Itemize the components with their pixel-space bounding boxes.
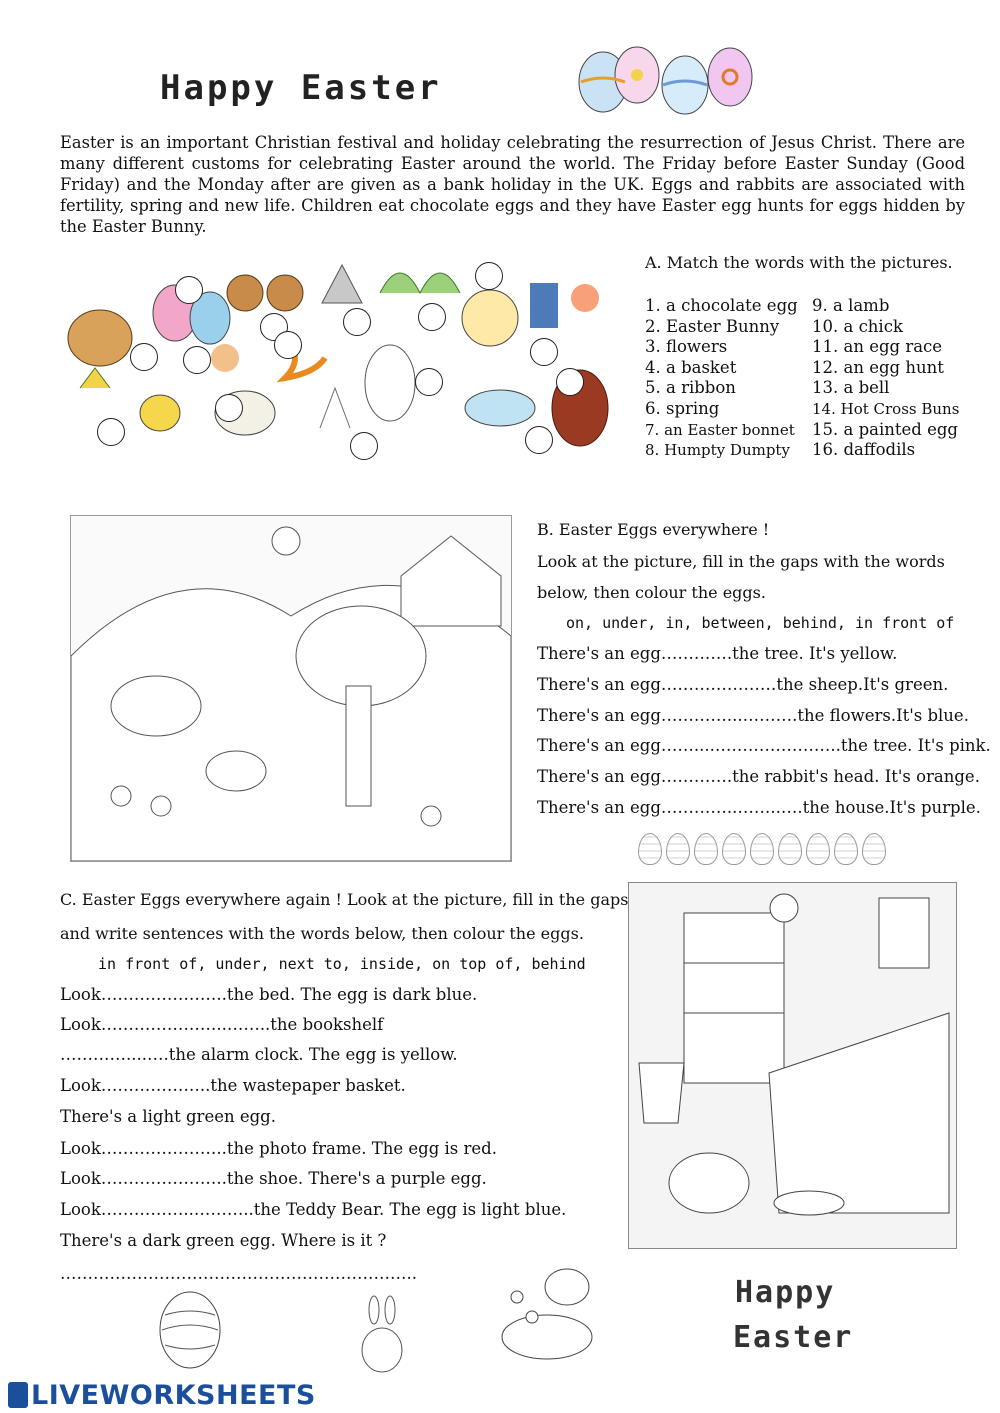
section-c-word-bank: in front of, under, next to, inside, on top of, behind	[98, 955, 586, 973]
garden-scene-picture	[70, 515, 512, 862]
section-b-instructions-cont: below, then colour the eggs.	[537, 583, 766, 602]
list-item: 13. a bell	[812, 378, 890, 398]
section-c-sentence: Look………………..the wastepaper basket.	[60, 1076, 406, 1095]
answer-circle[interactable]	[97, 418, 125, 446]
list-item: 5. a ribbon	[645, 378, 736, 398]
section-c-sentence: Look…………………..the shoe. There's a purple egg.	[60, 1169, 487, 1188]
logo-icon	[8, 1382, 28, 1408]
answer-line: ………………………………………………………..	[60, 1264, 417, 1283]
list-item: 4. a basket	[645, 357, 737, 377]
answer-circle[interactable]	[418, 303, 446, 331]
section-c-heading-cont: and write sentences with the words below, then colour the eggs.	[60, 924, 584, 943]
answer-circle[interactable]	[343, 308, 371, 336]
bedroom-scene-picture	[628, 882, 957, 1249]
answer-circle[interactable]	[525, 426, 553, 454]
answer-circle[interactable]	[530, 338, 558, 366]
decorated-egg-picture	[150, 1285, 230, 1370]
liveworksheets-logo[interactable]	[8, 1380, 316, 1411]
section-c-sentence: …………....….the alarm clock. The egg is yellow.	[60, 1045, 458, 1064]
section-b-instructions: Look at the picture, fill in the gaps with the words	[537, 552, 945, 571]
list-item: 7. an Easter bonnet	[645, 420, 795, 439]
page-title: Happy Easter	[160, 68, 442, 108]
section-b-sentence: There's an egg……....…………………..the tree. It's pink.	[537, 736, 991, 755]
section-a-heading: A. Match the words with the pictures.	[645, 253, 953, 272]
answer-circle[interactable]	[274, 331, 302, 359]
section-c-sentence: Look…………………..……..the bookshelf	[60, 1015, 384, 1034]
easter-pictures-collage	[60, 258, 620, 463]
answer-circle[interactable]	[350, 432, 378, 460]
egg-basket-picture	[492, 1257, 602, 1367]
list-item: 10. a chick	[812, 316, 903, 336]
list-item: 15. a painted egg	[812, 419, 958, 439]
section-a-list-right	[812, 296, 959, 461]
section-b-sentence: There's an egg………….the rabbit's head. It's orange.	[537, 767, 980, 786]
answer-circle[interactable]	[215, 394, 243, 422]
section-c-sentence: Look……………..………..the Teddy Bear. The egg is light blue.	[60, 1200, 567, 1219]
section-b-sentence: There's an egg…………..……..….the house.It's purple.	[537, 798, 981, 817]
list-item: 14. Hot Cross Buns	[812, 399, 960, 418]
egg-border-decoration	[638, 833, 890, 869]
footer-title-easter: Easter	[733, 1320, 854, 1355]
answer-circle[interactable]	[183, 346, 211, 374]
list-item: 2. Easter Bunny	[645, 316, 780, 336]
answer-circle[interactable]	[475, 262, 503, 290]
section-c-heading: C. Easter Eggs everywhere again ! Look at the picture, fill in the gaps	[60, 890, 629, 909]
footer-title-happy: Happy	[735, 1275, 836, 1310]
section-c-sentence: Look…………………..the photo frame. The egg is red.	[60, 1139, 497, 1158]
list-item: 12. an egg hunt	[812, 357, 944, 377]
section-c-sentence: Look…………………..the bed. The egg is dark blue.	[60, 985, 478, 1004]
easter-eggs-illustration	[575, 40, 765, 115]
list-item: 9. a lamb	[812, 296, 890, 315]
answer-circle[interactable]	[556, 368, 584, 396]
list-item: 6. spring	[645, 398, 720, 418]
brand-name: LIVEWORKSHEETS	[31, 1380, 316, 1411]
section-c-sentence: There's a dark green egg. Where is it ?	[60, 1231, 387, 1250]
answer-circle[interactable]	[175, 276, 203, 304]
answer-circle[interactable]	[415, 368, 443, 396]
section-c-sentence: There's a light green egg.	[60, 1107, 276, 1126]
intro-paragraph: Easter is an important Christian festival and holiday celebrating the resurrection of Jesus Christ. There are many different customs for celebrating Easter around the world. The Friday before Easter Sunday (Good Friday) and the Monday after are given as a bank holiday in the UK. Eggs and rabbits are associated with fertility, spring and new life. Children eat chocolate eggs and they have Easter egg hunts for eggs hidden by the Easter Bunny.	[60, 133, 965, 236]
list-item: 16. daffodils	[812, 440, 916, 460]
bunny-picture	[350, 1295, 415, 1380]
section-b-sentence: There's an egg………….the tree. It's yellow.	[537, 644, 898, 663]
section-b-sentence: There's an egg…………………the sheep.It's green.	[537, 675, 949, 694]
list-item: 3. flowers	[645, 337, 728, 357]
section-b-heading: B. Easter Eggs everywhere !	[537, 520, 770, 539]
list-item: 1. a chocolate egg	[645, 296, 798, 315]
section-b-word-bank: on, under, in, between, behind, in front of	[566, 614, 955, 632]
list-item: 8. Humpty Dumpty	[645, 441, 790, 460]
section-a-list-left	[645, 296, 798, 461]
section-b-sentence: There's an egg…………...……….the flowers.It's blue.	[537, 706, 969, 725]
answer-circle[interactable]	[130, 343, 158, 371]
list-item: 11. an egg race	[812, 337, 943, 357]
